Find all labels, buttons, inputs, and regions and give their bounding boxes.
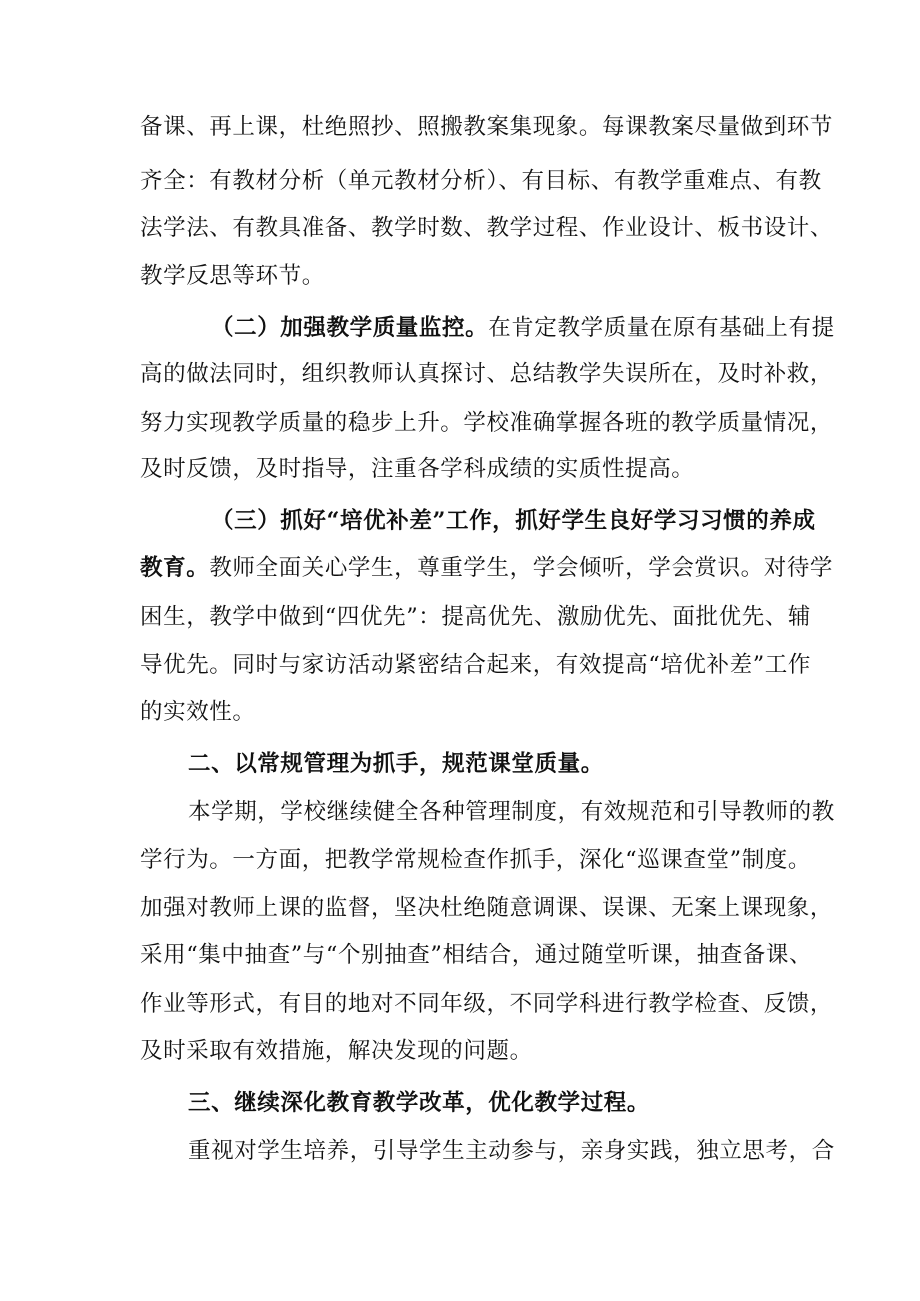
paragraph-line xyxy=(140,697,790,727)
line-text: 本学期，学校继续健全各种管理制度，有效规范和引导教师的教 xyxy=(188,799,835,825)
line-text: 在肯定教学质量在原有基础上有提 xyxy=(488,315,835,341)
paragraph-line xyxy=(188,1136,835,1166)
paragraph-line xyxy=(140,989,834,1019)
paragraph-line xyxy=(140,408,834,438)
paragraph-line xyxy=(140,602,812,632)
line-text: 及时反馈，及时指导，注重各学科成绩的实质性提高。 xyxy=(140,456,695,482)
line-text: 重视对学生培养，引导学生主动参与，亲身实践，独立思考，合 xyxy=(188,1138,835,1164)
chapter-heading xyxy=(188,1088,790,1118)
paragraph-line xyxy=(140,261,790,291)
line-text: 教学反思等环节。 xyxy=(140,263,325,289)
paragraph-line xyxy=(140,553,834,583)
paragraph-line xyxy=(140,893,834,923)
chapter-heading-text: 三、继续深化教育教学改革，优化教学过程。 xyxy=(188,1090,651,1116)
section-heading-line xyxy=(211,313,835,343)
paragraph-line xyxy=(140,650,812,680)
paragraph-line xyxy=(140,845,812,875)
line-text: 努力实现教学质量的稳步上升。学校准确掌握各班的教学质量情况， xyxy=(140,410,834,436)
section-heading: （三）抓好“培优补差”工作，抓好学生良好学习习惯的养成 xyxy=(211,508,816,534)
paragraph-line xyxy=(140,454,790,484)
line-text: 高的做法同时，组织教师认真探讨、总结教学失误所在，及时补救， xyxy=(140,361,834,387)
line-text: 法学法、有教具准备、教学时数、教学过程、作业设计、板书设计、 xyxy=(140,215,834,241)
chapter-heading xyxy=(188,749,790,779)
paragraph-line xyxy=(140,1036,790,1066)
line-text: 备课、再上课，杜绝照抄、照搬教案集现象。每课教案尽量做到环节 xyxy=(140,114,834,140)
line-text: 困生，教学中做到“四优先”：提高优先、激励优先、面批优先、辅 xyxy=(140,604,812,630)
paragraph-line xyxy=(188,797,835,827)
line-text: 的实效性。 xyxy=(140,699,256,725)
line-text: 加强对教师上课的监督，坚决杜绝随意调课、误课、无案上课现象， xyxy=(140,895,834,921)
line-text: 作业等形式，有目的地对不同年级，不同学科进行教学检查、反馈， xyxy=(140,991,834,1017)
section-heading: 教育。 xyxy=(140,555,210,581)
paragraph-line xyxy=(140,940,813,970)
line-text: 齐全：有教材分析（单元教材分析）、有目标、有教学重难点、有教 xyxy=(140,168,822,194)
paragraph-line xyxy=(140,112,834,142)
line-text: 导优先。同时与家访活动紧密结合起来，有效提高“培优补差”工作 xyxy=(140,652,812,678)
paragraph-line xyxy=(140,359,834,389)
line-text: 采用“集中抽查”与“个别抽查”相结合，通过随堂听课，抽查备课、 xyxy=(140,942,813,968)
paragraph-line xyxy=(140,213,834,243)
chapter-heading-text: 二、以常规管理为抓手，规范课堂质量。 xyxy=(188,751,604,777)
section-heading: （二）加强教学质量监控。 xyxy=(211,315,489,341)
line-text: 教师全面关心学生，尊重学生，学会倾听，学会赏识。对待学 xyxy=(209,555,834,581)
section-heading-line xyxy=(211,506,816,536)
line-text: 学行为。一方面，把教学常规检查作抓手，深化“巡课查堂”制度。 xyxy=(140,847,812,873)
line-text: 及时采取有效措施，解决发现的问题。 xyxy=(140,1038,533,1064)
paragraph-line xyxy=(140,166,822,196)
